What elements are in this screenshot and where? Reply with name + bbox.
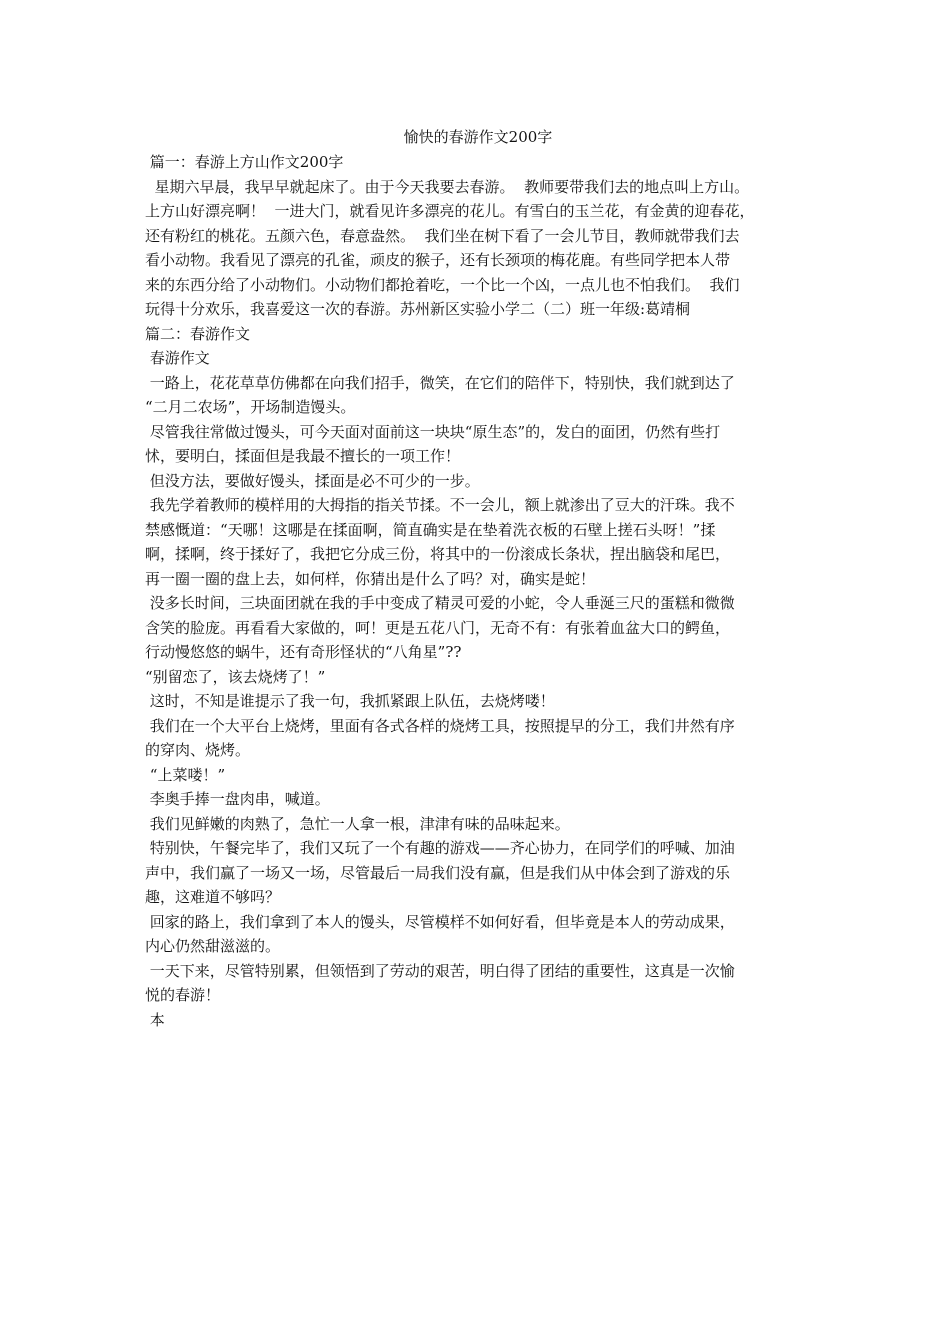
text-line: 怵，要明白，揉面但是我最不擅长的一项工作！: [145, 447, 461, 465]
document-body: [145, 150, 811, 1032]
text-line: 禁感慨道：“天哪！这哪是在揉面啊，简直确实是在垫着洗衣板的石壁上搓石头呀！”揉: [145, 520, 716, 539]
text-line: “二月二农场”，开场制造馒头。: [145, 398, 356, 416]
text-line: 没多长时间，三块面团就在我的手中变成了精灵可爱的小蛇，令人垂涎三尺的蛋糕和微微: [145, 594, 735, 612]
text-line: 一路上，花花草草仿佛都在向我们招手，微笑，在它们的陪伴下，特别快，我们就到达了: [145, 373, 735, 392]
text-line: 再一圈一圈的盘上去，如何样，你猜出是什么了吗？对，确实是蛇！: [145, 569, 596, 588]
text-line: 我们见鲜嫩的肉熟了，急忙一人拿一根，津津有味的品味起来。: [145, 814, 570, 833]
text-line: “上菜喽！”: [145, 765, 226, 784]
document-page: [145, 124, 811, 1032]
text-line: 的穿肉、烧烤。: [145, 741, 251, 759]
text-line: 趣，这难道不够吗？: [145, 888, 281, 906]
text-line: 啊，揉啊，终于揉好了，我把它分成三份，将其中的一份滚成长条状，捏出脑袋和尾巴，: [145, 545, 731, 563]
text-line: 这时，不知是谁提示了我一句，我抓紧跟上队伍，去烧烤喽！: [145, 692, 555, 710]
text-line: 尽管我往常做过馒头，可今天面对面前这一块块“原生态”的，发白的面团，仍然有些打: [145, 422, 721, 441]
text-line: 我们在一个大平台上烧烤，里面有各式各样的烧烤工具，按照提早的分工，我们井然有序: [145, 716, 735, 735]
text-line: 但没方法，要做好馒头，揉面是必不可少的一步。: [145, 471, 480, 490]
text-line: 篇一：春游上方山作文200字: [145, 153, 344, 171]
text-line: 内心仍然甜滋滋的。: [145, 937, 281, 955]
text-line: 悦的春游！: [145, 986, 221, 1004]
text-line: 声中，我们赢了一场又一场，尽管最后一局我们没有赢，但是我们从中体会到了游戏的乐: [145, 863, 731, 882]
text-line: 来的东西分给了小动物们。小动物们都抢着吃，一个比一个凶，一点儿也不怕我们。 我们: [145, 275, 740, 294]
text-line: 上方山好漂亮啊！ 一进大门，就看见许多漂亮的花儿。有雪白的玉兰花，有金黄的迎春花，: [145, 202, 755, 220]
text-line: 一天下来，尽管特别累，但领悟到了劳动的艰苦，明白得了团结的重要性，这真是一次愉: [145, 961, 735, 980]
text-line: 星期六早晨，我早早就起床了。由于今天我要去春游。 教师要带我们去的地点叫上方山。: [145, 177, 750, 196]
text-line: 篇二：春游作文: [145, 324, 251, 343]
text-line: “别留恋了，该去烧烤了！”: [145, 667, 326, 686]
text-line: 春游作文: [145, 349, 210, 367]
text-line: 含笑的脸庞。再看看大家做的，呵！更是五花八门，无奇不有：有张着血盆大口的鳄鱼，: [145, 618, 731, 637]
text-line: 还有粉红的桃花。五颜六色，春意盎然。 我们坐在树下看了一会儿节目，教师就带我们去: [145, 226, 740, 245]
text-line: 看小动物。我看见了漂亮的孔雀，顽皮的猴子，还有长颈项的梅花鹿。有些同学把本人带: [145, 251, 731, 269]
text-line: 本: [145, 1010, 165, 1029]
text-line: 玩得十分欢乐，我喜爱这一次的春游。苏州新区实验小学二（二）班一年级:葛靖桐: [145, 300, 691, 318]
text-line: 特别快，午餐完毕了，我们又玩了一个有趣的游戏——齐心协力，在同学们的呼喊、加油: [145, 839, 735, 857]
text-line: 我先学着教师的模样用的大拇指的指关节揉。不一会儿，额上就渗出了豆大的汗珠。我不: [145, 496, 735, 514]
document-title: 愉快的春游作文200字: [403, 128, 553, 146]
text-line: 行动慢悠悠的蜗牛，还有奇形怪状的“八角星”??: [145, 643, 462, 661]
text-line: 李奥手捧一盘肉串，喊道。: [145, 790, 330, 808]
text-line: 回家的路上，我们拿到了本人的馒头，尽管模样不如何好看，但毕竟是本人的劳动成果，: [145, 912, 735, 931]
